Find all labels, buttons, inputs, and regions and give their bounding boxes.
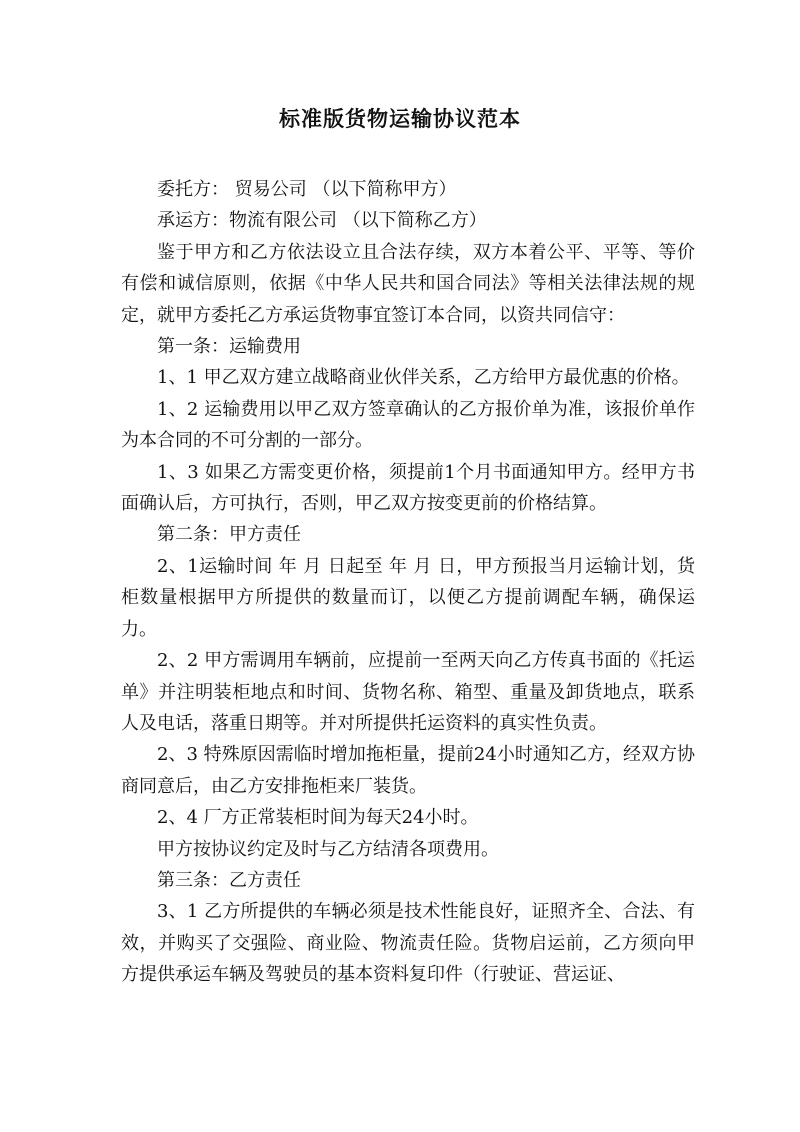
article-3-heading: 第三条：乙方责任	[157, 869, 301, 891]
clause-1-1: 1、1 甲乙双方建立战略商业伙伴关系，乙方给甲方最优惠的价格。	[157, 367, 690, 389]
article-2-heading: 第二条：甲方责任	[157, 524, 301, 546]
article-1-heading: 第一条：运输费用	[157, 336, 301, 358]
party-a-line: 委托方： 贸易公司 （以下简称甲方）	[157, 179, 457, 200]
document-title: 标准版货物运输协议范本	[279, 106, 521, 131]
party-b-line: 承运方：物流有限公司 （以下简称乙方）	[157, 210, 487, 232]
clause-2-2: 2、2 甲方需调用车辆前，应提前一至两天向乙方传真书面的《托运单》并注明装柜地点和时间、货物名称、箱型、重量及卸货地点，联系人及电话，落重日期等。并对所提供托运资料的真实性负责。	[121, 650, 695, 734]
clause-1-3: 1、3 如果乙方需变更价格，须提前1个月书面通知甲方。经甲方书面确认后，方可执行，否则，甲乙双方按变更前的价格结算。	[121, 461, 695, 515]
settlement-line: 甲方按协议约定及时与乙方结清各项费用。	[157, 838, 499, 860]
document-body	[121, 174, 695, 991]
clause-2-4: 2、4 厂方正常装柜时间为每天24小时。	[157, 807, 479, 829]
clause-1-2: 1、2 运输费用以甲乙双方签章确认的乙方报价单为准，该报价单作为本合同的不可分割的一部分。	[121, 398, 695, 452]
preamble-paragraph: 鉴于甲方和乙方依法设立且合法存续，双方本着公平、平等、等价有偿和诚信原则，依据《中华人民共和国合同法》等相关法律法规的规定，就甲方委托乙方承运货物事宜签订本合同，以资共同信守：	[121, 241, 695, 326]
clause-3-1: 3、1 乙方所提供的车辆必须是技术性能良好，证照齐全、合法、有效，并购买了交强险、商业险、物流责任险。货物启运前，乙方须向甲方提供承运车辆及驾驶员的基本资料复印件（行驶证、营运证、	[121, 901, 695, 986]
clause-2-3: 2、3 特殊原因需临时增加拖柜量，提前24小时通知乙方，经双方协商同意后，由乙方安排拖柜来厂装货。	[121, 744, 695, 797]
clause-2-1: 2、1运输时间 年 月 日起至 年 月 日，甲方预报当月运输计划，货柜数量根据甲方所提供的数量而订，以便乙方提前调配车辆，确保运力。	[121, 555, 695, 640]
